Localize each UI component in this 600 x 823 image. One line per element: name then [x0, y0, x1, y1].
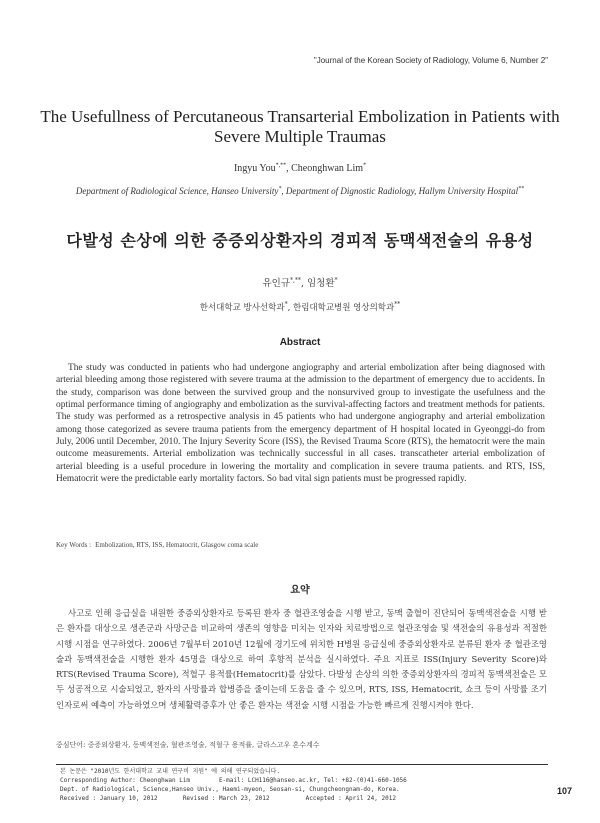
footnote-box	[56, 764, 548, 814]
author-address: Dept. of Radiological, Science,Hanseo Univ., Haemi-myeon, Seosan-si, Chungcheongnam-do, Korea.	[60, 786, 400, 793]
submission-dates: Received : January 10, 2012 Revised : March 23, 2012 Accepted : April 24, 2012	[60, 795, 396, 802]
affiliation-ko-separator: ,	[287, 303, 293, 313]
author-separator: ,	[286, 163, 292, 174]
authors-english	[0, 163, 600, 174]
korean-keywords: 중심단어: 중증외상환자, 동맥색전술, 혈관조영술, 적혈구 용적률, 글라스고우 혼수계수	[56, 741, 320, 749]
author-ko-2: 임청환	[306, 278, 335, 289]
keywords-label: Key Words :	[56, 541, 92, 549]
page-number: 107	[556, 786, 572, 796]
affiliation-ko-2: 한림대학교병원 영상의학과	[292, 303, 395, 313]
affiliation-separator: ,	[281, 186, 286, 196]
authors-korean	[0, 275, 600, 289]
affiliation-1: Department of Radiological Science, Hanseo University	[75, 186, 279, 196]
author-2-mark: *	[363, 162, 367, 169]
corresponding-author: Corresponding Author: Cheonghwan Lim E-mail: LCH116@hanseo.ac.kr, Tel: +82-(0)41-660-1056	[60, 777, 407, 784]
affiliation-1-mark: *	[278, 186, 282, 192]
title-english: The Usefullness of Percutaneous Transarterial Embolization in Patients with Severe Multiple Traumas	[40, 107, 560, 146]
author-2: Cheonghwan Lim	[291, 163, 364, 174]
title-korean: 다발성 손상에 의한 중증외상환자의 경피적 동맥색전술의 유용성	[66, 231, 534, 250]
author-ko-2-mark: *	[334, 276, 338, 284]
abstract-heading: Abstract	[279, 337, 321, 348]
funding-note: 본 논문은 "2010년도 한서대학교 교내 연구비 지원" 에 의해 연구되었습니다.	[60, 768, 281, 775]
keywords-list: Embolization, RTS, ISS, Hematocrit, Glasgow coma scale	[95, 541, 259, 549]
author-1-mark: *,**	[275, 162, 287, 169]
korean-abstract-body: 사고로 인해 응급실을 내원한 중증외상환자로 등록된 환자 중 혈관조영술을 시행 받고, 동맥 출혈이 진단되어 동맥색전술을 시행 받은 환자를 대상으로 생존군과 사망군을 비교하여 생존의 영향을 미치는 인자와 치료방법으로 혈관조영술 및 색전술의 유용성과 적절한 시행 시점을 연구하였다. 2006년 7월부터 2010년 12월에 경기도에 위치한 H병원 응급실에 중증외상환자로 분류된 환자 중 혈관조영술과 동맥색전술을 시행한 환자 45명을 대상으로 하여 후향적 분석을 실시하였다. 주요 지표로 ISS(Injury Severity Score)와 RTS(Revised Trauma Score), 적혈구 용적률(Hematocrit)를 삼았다. 다발성 손상의 의한 중증외상환자의 경피적 동맥색전술은 모두 성공적으로 시술되었고, 환자의 사망률과 합병증을 줄이는데 도움을 줄 수 있으며, RTS, ISS, Hematocrit, 쇼크 등이 사망률 조기 인자로써 예측이 가능하였으며 생체활력증후가 안 좋은 환자는 색전술 시행 시점을 가능한 빠르게 진행시켜야 한다.	[56, 608, 547, 710]
affiliation-ko-1: 한서대학교 방사선학과	[199, 303, 285, 313]
affiliation-ko-1-mark: *	[284, 301, 288, 309]
affiliations-korean	[0, 301, 600, 313]
author-1: Ingyu You	[233, 163, 276, 174]
keywords	[56, 541, 545, 549]
korean-abstract-heading: 요약	[290, 585, 310, 596]
abstract-body: The study was conducted in patients who had undergone angiography and arterial embolization after being diagnosed with arterial bleeding among those registered with severe trauma at the admission to the department of emergency due to accidents. In the study, comparison was done between the survived group and the nonsurvived group to investigate the usefulness and the optimal performance timing of angiography and embolization as the survival-affecting factors and treatment methods for patients. The study was performed as a retrospective analysis in 45 patients who had undergone angiography and arterial embolization among those categorized as severe trauma patients from the emergency department of H hospital located in Gyeonggi-do from July, 2006 until December, 2010. The Injury Severity Score (ISS), the Revised Trauma Score (RTS), the hematocrit were the main outcome measurements. Arterial embolization was technically successful in all cases. transcatheter arterial embolization of arterial bleeding is a useful procedure in lowering the mortality and complication in severe trauma patients. and RTS, ISS, Hematocrit were the predictable early mortality factors. So bad vital sign patients must be progressed rapidly.	[56, 363, 545, 485]
journal-header: "Journal of the Korean Society of Radiology, Volume 6, Number 2"	[313, 56, 548, 65]
affiliation-2-mark: **	[518, 186, 525, 192]
author-ko-separator: ,	[300, 278, 307, 289]
author-ko-1: 유인규	[262, 278, 291, 289]
affiliation-2: Department of Dignostic Radiology, Hallym University Hospital	[285, 186, 519, 196]
affiliations-english	[20, 186, 580, 196]
affiliation-ko-2-mark: **	[394, 301, 401, 309]
author-ko-1-mark: *,**	[290, 276, 301, 284]
